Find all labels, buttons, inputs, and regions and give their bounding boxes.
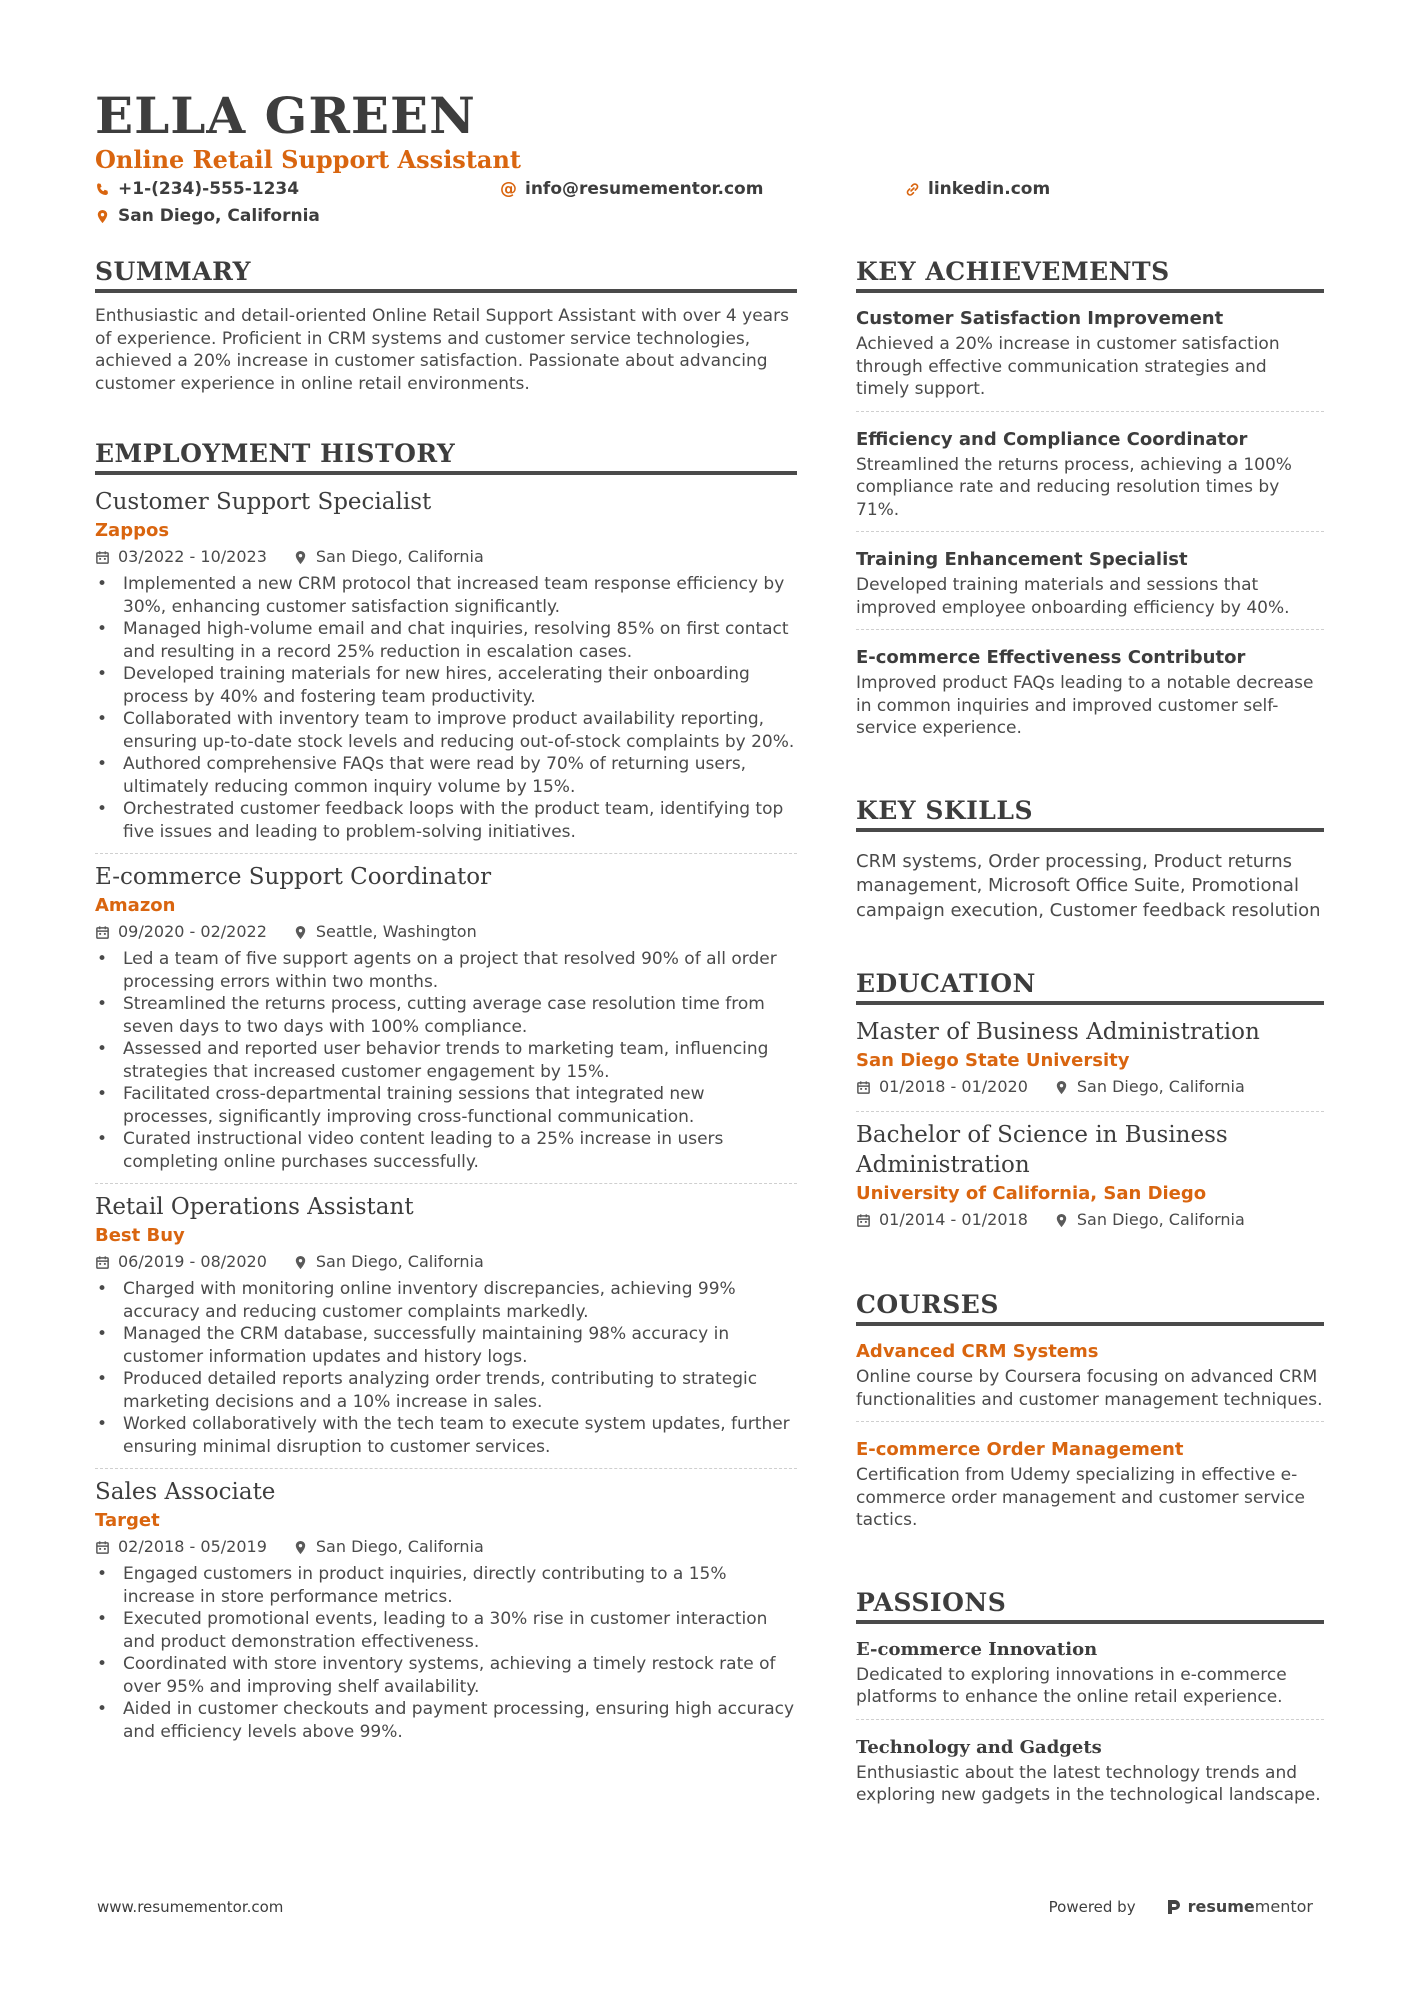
achievement-title: Efficiency and Compliance Coordinator <box>856 428 1248 450</box>
bullet-item: • Authored comprehensive FAQs that were read by 70% of returning users, ultimately reducing common inquiry volume by 15%. <box>95 753 797 798</box>
bullet-item: • Managed the CRM database, successfully maintaining 98% accuracy in customer information updates and history logs. <box>95 1323 797 1368</box>
map-pin-icon <box>1054 1080 1069 1095</box>
course-title: Advanced CRM Systems <box>856 1341 1099 1362</box>
education-list <box>856 1017 1324 1244</box>
achievement-list <box>856 305 1324 750</box>
location <box>293 1535 484 1559</box>
passion-item <box>856 1636 1324 1720</box>
brand-name-b: mentor <box>1254 1897 1313 1916</box>
passion-title: Technology and Gadgets <box>856 1736 1102 1758</box>
map-pin-icon <box>293 1255 308 1270</box>
achievement-text: Achieved a 20% increase in customer satisfaction through effective communication strategies and timely support. <box>856 334 1280 399</box>
date-location-row <box>856 1075 1324 1099</box>
achievement-title: Customer Satisfaction Improvement <box>856 308 1224 329</box>
candidate-title: Online Retail Support Assistant <box>95 145 521 174</box>
bullet-item: • Assessed and reported user behavior trends to marketing team, influencing strategies that increased customer engagement by 15%. <box>95 1038 797 1083</box>
footer-website[interactable]: www.resumementor.com <box>97 1897 284 1916</box>
location <box>1054 1075 1245 1099</box>
bullet-item: • Led a team of five support agents on a project that resolved 90% of all order processing errors within two months. <box>95 948 797 993</box>
location-text: San Diego, California <box>1076 1210 1245 1229</box>
date-text: 01/2014 - 01/2018 <box>879 1210 1028 1229</box>
location-text: Seattle, Washington <box>315 922 477 941</box>
location <box>293 545 484 569</box>
course-list <box>856 1338 1324 1542</box>
bullet-item: • Implemented a new CRM protocol that increased team response efficiency by 30%, enhancing customer satisfaction significantly. <box>95 573 797 618</box>
link-icon <box>905 182 920 197</box>
bullet-item: • Worked collaboratively with the tech team to execute system updates, further ensuring minimal disruption to customer services. <box>95 1413 797 1458</box>
passion-list <box>856 1636 1324 1817</box>
location <box>293 920 477 944</box>
employment-section <box>95 437 797 1753</box>
job-bullets <box>95 1563 797 1743</box>
company-name: Amazon <box>95 895 176 916</box>
date-text: 03/2022 - 10/2023 <box>118 547 267 566</box>
date-range <box>95 920 267 944</box>
date-location-row <box>95 1250 797 1274</box>
course-item <box>856 1436 1324 1542</box>
passions-section <box>856 1586 1324 1817</box>
degree-title: Master of Business Administration <box>856 1019 1260 1045</box>
map-pin-icon <box>1054 1213 1069 1228</box>
location-text: San Diego, California <box>118 206 320 226</box>
location-text: San Diego, California <box>1076 1077 1245 1096</box>
email-contact[interactable] <box>500 176 905 203</box>
date-text: 02/2018 - 05/2019 <box>118 1537 267 1556</box>
job-title: Customer Support Specialist <box>95 489 432 515</box>
linkedin-contact[interactable] <box>905 176 1050 203</box>
course-item <box>856 1338 1324 1422</box>
date-location-row <box>95 920 797 944</box>
achievement-item <box>856 644 1324 750</box>
company-name: Best Buy <box>95 1225 185 1246</box>
job-title: Sales Associate <box>95 1479 276 1505</box>
school-name: University of California, San Diego <box>856 1183 1207 1204</box>
map-pin-icon <box>293 925 308 940</box>
company-name: Target <box>95 1510 160 1531</box>
phone-contact[interactable] <box>95 176 500 203</box>
date-range <box>856 1208 1028 1232</box>
achievement-title: E-commerce Effectiveness Contributor <box>856 647 1246 668</box>
company-name: Zappos <box>95 520 170 541</box>
powered-by-text: Powered by <box>1048 1897 1136 1916</box>
bullet-item: • Charged with monitoring online inventory discrepancies, achieving 99% accuracy and reducing customer complaints markedly. <box>95 1278 797 1323</box>
bullet-item: • Produced detailed reports analyzing order trends, contributing to strategic marketing decisions and a 10% increase in sales. <box>95 1368 797 1413</box>
bullet-item: • Aided in customer checkouts and payment processing, ensuring high accuracy and efficiency levels above 99%. <box>95 1698 797 1743</box>
education-item <box>856 1017 1324 1112</box>
calendar-icon <box>95 1255 110 1270</box>
brand-name-a: resume <box>1187 1897 1255 1916</box>
calendar-icon <box>856 1213 871 1228</box>
date-range <box>95 1250 267 1274</box>
date-text: 01/2018 - 01/2020 <box>879 1077 1028 1096</box>
location-text: San Diego, California <box>315 1537 484 1556</box>
linkedin-text: linkedin.com <box>928 179 1051 199</box>
location-row <box>95 203 1325 230</box>
skills-section <box>856 794 1324 924</box>
employment-heading: EMPLOYMENT HISTORY <box>95 437 797 475</box>
bullet-item: • Facilitated cross-departmental training sessions that integrated new processes, significantly improving cross-functional communication. <box>95 1083 797 1128</box>
education-heading: EDUCATION <box>856 967 1324 1005</box>
job-title: Retail Operations Assistant <box>95 1194 414 1220</box>
bullet-item: • Orchestrated customer feedback loops with the product team, identifying top five issues and leading to problem-solving initiatives. <box>95 798 797 843</box>
map-pin-icon <box>293 1540 308 1555</box>
achievement-item <box>856 426 1324 533</box>
calendar-icon <box>95 925 110 940</box>
bullet-item: • Streamlined the returns process, cutting average case resolution time from seven days to two days with 100% compliance. <box>95 993 797 1038</box>
email-text: info@resumementor.com <box>525 179 764 199</box>
date-text: 06/2019 - 08/2020 <box>118 1252 267 1271</box>
passion-text: Enthusiastic about the latest technology trends and exploring new gadgets in the technological landscape. <box>856 1762 1321 1805</box>
bullet-item: • Collaborated with inventory team to improve product availability reporting, ensuring up-to-date stock levels and reducing out-of-stock complaints by 20%. <box>95 708 797 753</box>
powered-by <box>1049 1897 1313 1916</box>
summary-text: Enthusiastic and detail-oriented Online Retail Support Assistant with over 4 years of experience. Proficient in CRM systems and customer service technologies, achieved a 20% increase in customer satisfaction. Passionate about advancing customer experience in online retail environments. <box>95 306 789 394</box>
job-entry <box>95 1477 797 1753</box>
skills-heading: KEY SKILLS <box>856 794 1324 832</box>
achievement-text: Developed training materials and sessions that improved employee onboarding efficiency by 40%. <box>856 575 1290 618</box>
date-location-row <box>95 1535 797 1559</box>
map-pin-icon <box>293 550 308 565</box>
skills-text: CRM systems, Order processing, Product returns management, Microsoft Office Suite, Promotional campaign execution, Customer feedback resolution <box>856 850 1321 921</box>
job-title: E-commerce Support Coordinator <box>95 864 492 890</box>
bullet-item: • Developed training materials for new hires, accelerating their onboarding process by 40% and fostering team productivity. <box>95 663 797 708</box>
job-bullets <box>95 1278 797 1458</box>
location-text: San Diego, California <box>315 547 484 566</box>
job-list <box>95 487 797 1753</box>
brand-logo[interactable] <box>1166 1897 1313 1916</box>
school-name: San Diego State University <box>856 1050 1130 1071</box>
location-contact <box>95 203 320 230</box>
date-location-row <box>856 1208 1324 1232</box>
job-entry <box>95 862 797 1184</box>
course-text: Certification from Udemy specializing in effective e-commerce order management and customer service tactics. <box>856 1465 1305 1530</box>
courses-section <box>856 1288 1324 1542</box>
education-item <box>856 1120 1324 1244</box>
achievement-title: Training Enhancement Specialist <box>856 549 1188 570</box>
achievement-item <box>856 305 1324 412</box>
job-entry <box>95 487 797 854</box>
calendar-icon <box>856 1080 871 1095</box>
footer <box>97 1897 1313 1916</box>
achievement-text: Improved product FAQs leading to a notable decrease in common inquiries and improved customer self-service experience. <box>856 673 1314 738</box>
date-location-row <box>95 545 797 569</box>
summary-section <box>95 255 797 395</box>
courses-heading: COURSES <box>856 1288 1324 1326</box>
brand-mark-icon <box>1166 1898 1182 1916</box>
date-text: 09/2020 - 02/2022 <box>118 922 267 941</box>
passion-title: E-commerce Innovation <box>856 1638 1098 1660</box>
at-icon: @ <box>500 179 517 199</box>
date-range <box>95 1535 267 1559</box>
resume-header <box>95 88 1325 230</box>
date-range <box>856 1075 1028 1099</box>
job-bullets <box>95 948 797 1173</box>
bullet-item: • Engaged customers in product inquiries, directly contributing to a 15% increase in store performance metrics. <box>95 1563 797 1608</box>
date-range <box>95 545 267 569</box>
achievements-heading: KEY ACHIEVEMENTS <box>856 255 1324 293</box>
candidate-name: ELLA GREEN <box>95 86 476 145</box>
bullet-item: • Executed promotional events, leading to a 30% rise in customer interaction and product demonstration effectiveness. <box>95 1608 797 1653</box>
passion-text: Dedicated to exploring innovations in e-commerce platforms to enhance the online retail experience. <box>856 1664 1287 1707</box>
job-entry <box>95 1192 797 1469</box>
right-column <box>856 255 1324 1861</box>
contact-row <box>95 176 1325 203</box>
job-bullets <box>95 573 797 843</box>
calendar-icon <box>95 550 110 565</box>
map-pin-icon <box>95 209 110 224</box>
achievements-section <box>856 255 1324 750</box>
achievement-text: Streamlined the returns process, achieving a 100% compliance rate and reducing resolution times by 71%. <box>856 454 1292 520</box>
phone-text: +1-(234)-555-1234 <box>118 179 300 199</box>
location-text: San Diego, California <box>315 1252 484 1271</box>
achievement-item <box>856 546 1324 630</box>
degree-title: Bachelor of Science in Business Administration <box>856 1122 1228 1178</box>
bullet-item: • Curated instructional video content leading to a 25% increase in users completing online purchases successfully. <box>95 1128 797 1173</box>
location <box>1054 1208 1245 1232</box>
passion-item <box>856 1734 1324 1817</box>
phone-icon <box>95 182 110 197</box>
passions-heading: PASSIONS <box>856 1586 1324 1624</box>
left-column <box>95 255 797 1797</box>
course-text: Online course by Coursera focusing on advanced CRM functionalities and customer management techniques. <box>856 1367 1323 1410</box>
bullet-item: • Coordinated with store inventory systems, achieving a timely restock rate of over 95% and improving shelf availability. <box>95 1653 797 1698</box>
course-title: E-commerce Order Management <box>856 1439 1184 1460</box>
calendar-icon <box>95 1540 110 1555</box>
education-section <box>856 967 1324 1244</box>
summary-heading: SUMMARY <box>95 255 797 293</box>
bullet-item: • Managed high-volume email and chat inquiries, resolving 85% on first contact and resulting in a record 25% reduction in escalation cases. <box>95 618 797 663</box>
location <box>293 1250 484 1274</box>
